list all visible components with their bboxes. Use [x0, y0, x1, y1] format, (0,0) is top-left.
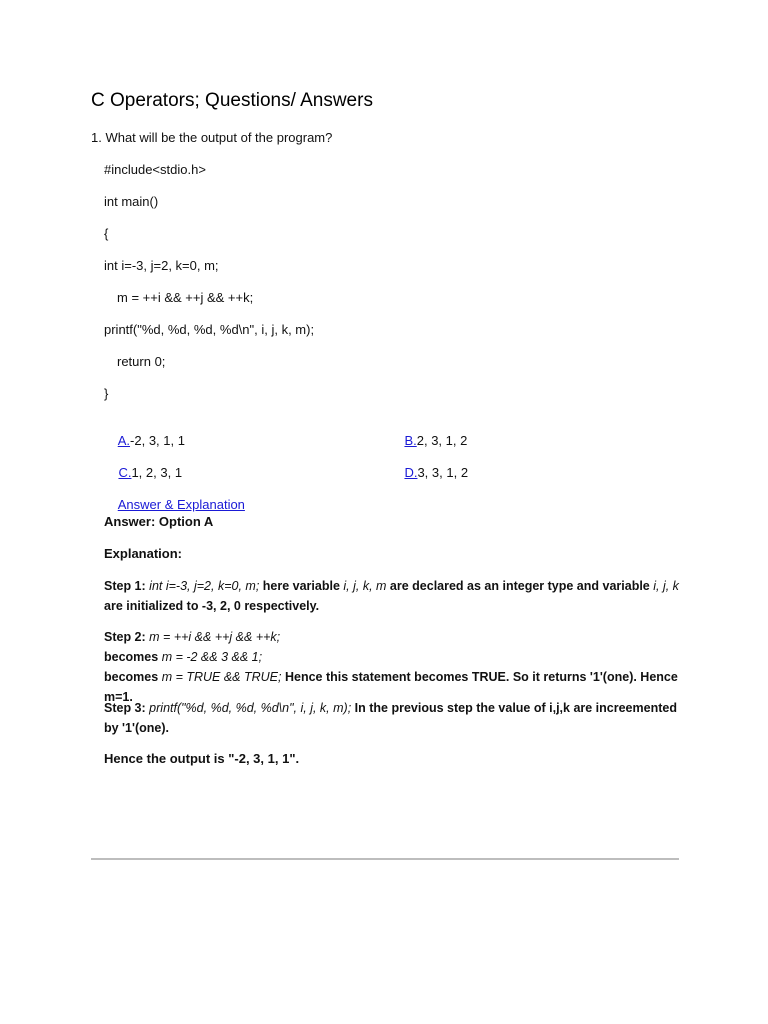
step-2-text: Hence this statement becomes TRUE. So it returns '1'(one). Hence m=1. [104, 670, 678, 704]
explanation-heading: Explanation: [104, 546, 183, 561]
option-d [390, 450, 468, 495]
page-divider [91, 858, 679, 860]
step-2-code-2: m = -2 && 3 && 1; [161, 650, 263, 664]
code-line-6: printf("%d, %d, %d, %d\n", i, j, k, m); [104, 322, 315, 337]
option-c-link[interactable]: C. [118, 465, 132, 480]
code-line-7: return 0; [117, 354, 166, 369]
conclusion-text: Hence the output is "-2, 3, 1, 1". [104, 751, 300, 766]
step-2-paragraph [104, 627, 684, 707]
step-2-code-3: m = TRUE && TRUE; [161, 670, 282, 684]
step-3-text: In the previous step the value of i,j,k are increemented by '1'(one). [104, 701, 677, 735]
step-2-becomes-2: becomes [104, 670, 159, 684]
answer-text: Answer: Option A [104, 514, 214, 529]
option-c-text: 1, 2, 3, 1 [131, 465, 183, 480]
code-line-2: int main() [104, 194, 159, 209]
step-3-code: printf("%d, %d, %d, %d\n", i, j, k, m); [149, 701, 352, 715]
step-3-paragraph [104, 698, 684, 738]
question-text: 1. What will be the output of the program? [91, 130, 333, 145]
answer-explanation-link[interactable]: Answer & Explanation [117, 497, 245, 512]
option-b-text: 2, 3, 1, 2 [416, 433, 468, 448]
step-3-label: Step 3: [104, 701, 146, 715]
code-line-5: m = ++i && ++j && ++k; [117, 290, 254, 305]
step-1-text-1: here variable [259, 579, 344, 593]
option-b-link[interactable]: B. [404, 433, 417, 448]
option-d-text: 3, 3, 1, 2 [417, 465, 469, 480]
page-title: C Operators; Questions/ Answers [91, 90, 373, 111]
code-line-3: { [104, 226, 109, 241]
option-d-link[interactable]: D. [404, 465, 418, 480]
step-2-line-1 [104, 627, 684, 647]
step-2-line-2 [104, 647, 684, 667]
step-1-label: Step 1: [104, 579, 146, 593]
step-1-text-2: are declared as an integer type and variable [386, 579, 654, 593]
step-1-code: int i=-3, j=2, k=0, m; [149, 579, 260, 593]
step-2-code-1: m = ++i && ++j && ++k; [149, 630, 281, 644]
option-a-text: -2, 3, 1, 1 [130, 433, 185, 448]
step-2-becomes-1: becomes [104, 650, 159, 664]
step-1-vars-1: i, j, k, m [343, 579, 387, 593]
code-line-1: #include<stdio.h> [104, 162, 206, 177]
option-a-link[interactable]: A. [117, 433, 131, 448]
step-1-paragraph [104, 576, 684, 616]
code-line-8: } [104, 386, 109, 401]
step-1-vars-2: i, j, k [653, 579, 679, 593]
step-1-text-3: are initialized to -3, 2, 0 respectively. [104, 599, 320, 613]
code-line-4: int i=-3, j=2, k=0, m; [104, 258, 219, 273]
step-2-label: Step 2: [104, 630, 146, 644]
